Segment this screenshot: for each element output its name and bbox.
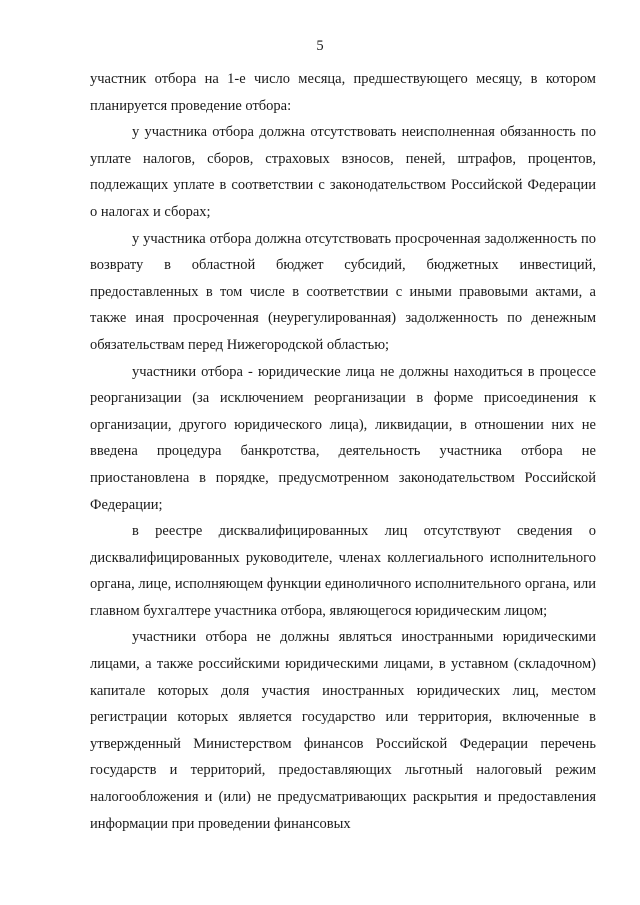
paragraph-overdue-debt: у участника отбора должна отсутствовать просроченная задолженность по возврату в областной бюджет субсидий, бюджетных инвестиций, предоставленных в том числе в соответствии с иными правовыми актами, а также иная просроченная (неурегулированная) задолженность по денежным обязательствам перед Нижегородской областью; [90,230,596,353]
document-body [90,66,596,837]
paragraph-disqualified-persons: в реестре дисквалифицированных лиц отсутствуют сведения о дисквалифицированных руководителе, членах коллегиального исполнительного органа, лице, исполняющем функции единоличного исполнительного органа, или главном бухгалтере участника отбора, являющегося юридическим лицом; [90,523,596,619]
paragraph-foreign-entities: участники отбора не должны являться иностранными юридическими лицами, а также российскими юридическими лицами, в уставном (складочном) капитале которых доля участия иностранных юридических лиц, местом регистрации которых является государство или территория, включенные в утвержденный Министерством финансов Российской Федерации перечень государств и территорий, предоставляющих льготный налоговый режим налогообложения и (или) не предусматривающих раскрытия и предоставления информации при проведении финансовых [90,629,596,832]
paragraph-reorganization: участники отбора - юридические лица не должны находиться в процессе реорганизации (за исключением реорганизации в форме присоединения к организации, другого юридического лица), ликвидации, в отношении них не введена процедура банкротства, деятельность участника отбора не приостановлена в порядке, предусмотренном законодательством Российской Федерации; [90,363,596,513]
paragraph-tax-obligations: у участника отбора должна отсутствовать неисполненная обязанность по уплате налогов, сборов, страховых взносов, пеней, штрафов, процентов, подлежащих уплате в соответствии с законодательством Российской Федерации о налогах и сборах; [90,124,596,220]
page-number: 5 [316,38,324,54]
paragraph-continuation: участник отбора на 1-е число месяца, предшествующего месяцу, в котором планируется проведение отбора: [90,71,596,114]
